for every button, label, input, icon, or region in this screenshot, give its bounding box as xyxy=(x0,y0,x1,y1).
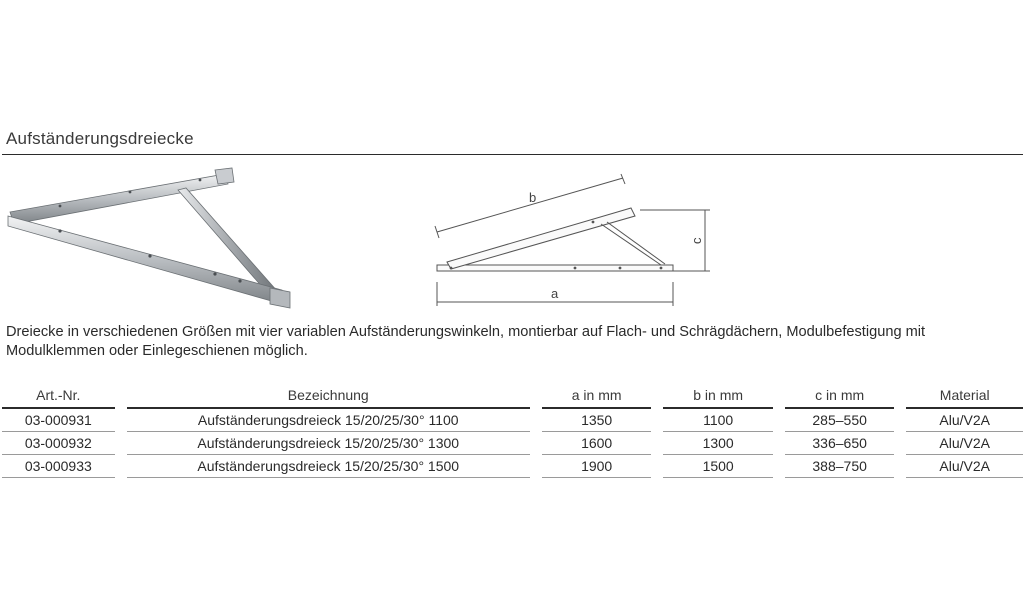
column-header: c in mm xyxy=(785,382,895,409)
table-cell: 336–650 xyxy=(785,432,895,455)
table-cell: 03-000932 xyxy=(2,432,115,455)
table-cell: Alu/V2A xyxy=(906,455,1023,478)
product-description: Dreiecke in verschiedenen Größen mit vier variablen Aufständerungswinkeln, montierbar auf Flach- und Schrägdächern, Modulbefestigung mit Modulklemmen oder Einlegeschienen möglich. xyxy=(6,324,926,359)
column-header: a in mm xyxy=(542,382,652,409)
dimension-label-c: c xyxy=(689,237,704,244)
dimension-label-b: b xyxy=(529,190,537,205)
table-cell: Alu/V2A xyxy=(906,409,1023,432)
dimension-drawing xyxy=(425,170,725,310)
page-title: Aufständerungsdreiecke xyxy=(6,129,194,148)
column-header: Material xyxy=(906,382,1023,409)
table-cell: 1500 xyxy=(663,455,773,478)
table-row xyxy=(2,432,1023,455)
table-cell: 1100 xyxy=(663,409,773,432)
table-row xyxy=(2,455,1023,478)
table-cell: 1300 xyxy=(663,432,773,455)
table-cell: 1600 xyxy=(542,432,652,455)
table-cell: Alu/V2A xyxy=(906,432,1023,455)
column-header: Art.-Nr. xyxy=(2,382,115,409)
table-cell: 388–750 xyxy=(785,455,895,478)
table-cell: Aufständerungsdreieck 15/20/25/30° 1100 xyxy=(127,409,530,432)
table-cell: 03-000931 xyxy=(2,409,115,432)
column-header: b in mm xyxy=(663,382,773,409)
table-row xyxy=(2,409,1023,432)
title-divider xyxy=(2,154,1023,155)
table-cell: 03-000933 xyxy=(2,455,115,478)
table-header-row xyxy=(2,382,1023,409)
table-cell: 285–550 xyxy=(785,409,895,432)
column-header: Bezeichnung xyxy=(127,382,530,409)
product-photo xyxy=(0,160,310,310)
table-cell: Aufständerungsdreieck 15/20/25/30° 1300 xyxy=(127,432,530,455)
dimension-label-a: a xyxy=(551,286,559,301)
spec-table xyxy=(0,382,1025,478)
table-cell: Aufständerungsdreieck 15/20/25/30° 1500 xyxy=(127,455,530,478)
table-cell: 1900 xyxy=(542,455,652,478)
table-cell: 1350 xyxy=(542,409,652,432)
